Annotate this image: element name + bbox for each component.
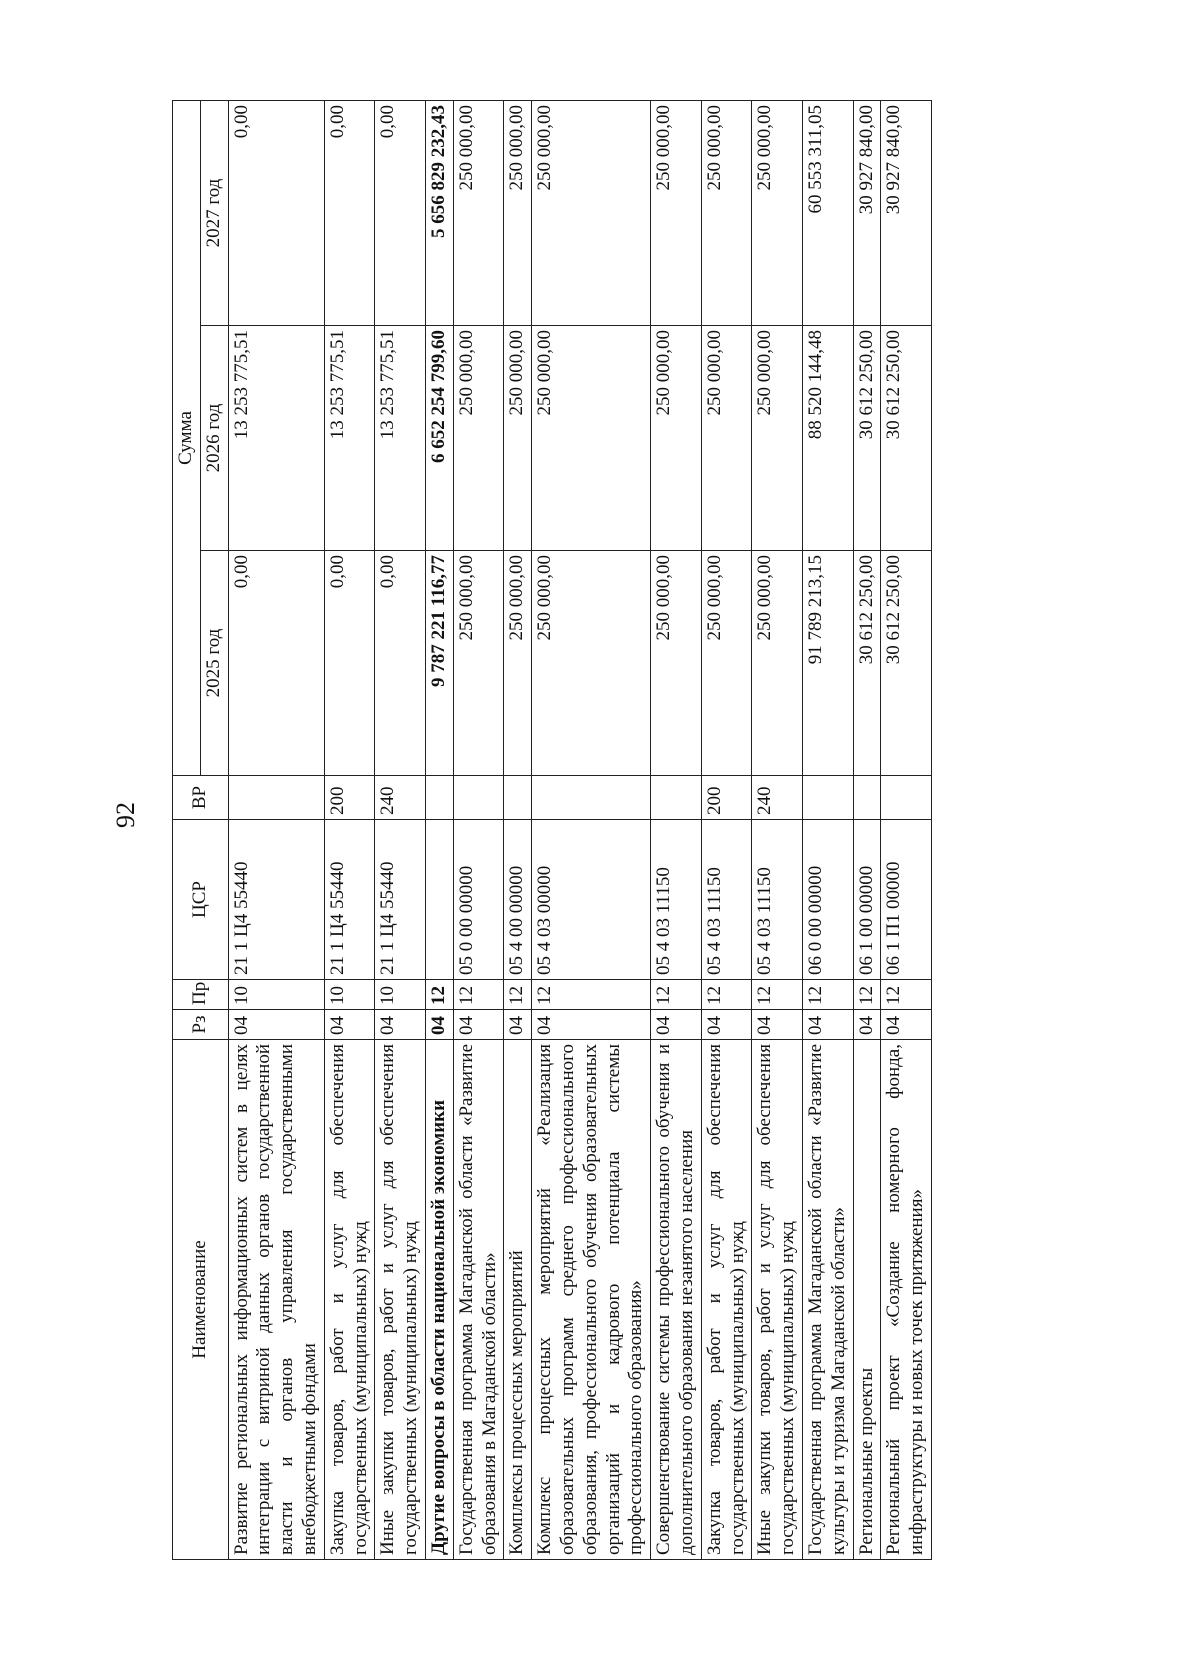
table-row xyxy=(752,101,803,1560)
cell-csr: 05 4 03 11150 xyxy=(651,820,702,980)
cell-2026: 250 000,00 xyxy=(532,326,651,551)
cell-2025: 30 612 250,00 xyxy=(881,551,932,776)
cell-csr: 06 1 П1 00000 xyxy=(881,820,932,980)
table-header xyxy=(173,101,229,1560)
cell-2026: 250 000,00 xyxy=(651,326,702,551)
cell-csr: 05 0 00 00000 xyxy=(453,820,504,980)
cell-vr: 240 xyxy=(752,776,803,820)
cell-2027: 0,00 xyxy=(375,101,426,326)
table-row xyxy=(853,101,881,1560)
cell-2025: 250 000,00 xyxy=(504,551,532,776)
cell-2027: 250 000,00 xyxy=(701,101,752,326)
cell-vr: 200 xyxy=(324,776,375,820)
cell-vr xyxy=(532,776,651,820)
cell-2027: 5 656 829 232,43 xyxy=(425,101,453,326)
cell-csr: 06 1 00 00000 xyxy=(853,820,881,980)
cell-csr: 21 1 Ц4 55440 xyxy=(375,820,426,980)
cell-vr xyxy=(228,776,324,820)
cell-vr xyxy=(853,776,881,820)
cell-rz: 04 xyxy=(752,1010,803,1040)
cell-2026: 88 520 144,48 xyxy=(802,326,853,551)
cell-vr: 200 xyxy=(701,776,752,820)
cell-name: Государственная программа Магаданской области «Развитие образования в Магаданской области» xyxy=(453,1040,504,1560)
cell-rz: 04 xyxy=(802,1010,853,1040)
cell-pr: 12 xyxy=(504,980,532,1010)
table-row xyxy=(532,101,651,1560)
cell-2027: 0,00 xyxy=(324,101,375,326)
cell-2027: 0,00 xyxy=(228,101,324,326)
cell-2026: 13 253 775,51 xyxy=(375,326,426,551)
cell-rz: 04 xyxy=(375,1010,426,1040)
cell-name: Развитие региональных информационных систем в целях интеграции с витриной данных органов государственной власти и органов управления государственными внебюджетными фондами xyxy=(228,1040,324,1560)
cell-2026: 30 612 250,00 xyxy=(881,326,932,551)
cell-csr: 21 1 Ц4 55440 xyxy=(324,820,375,980)
cell-vr xyxy=(504,776,532,820)
cell-2026: 13 253 775,51 xyxy=(324,326,375,551)
header-csr: ЦСР xyxy=(173,820,229,980)
cell-2026: 250 000,00 xyxy=(453,326,504,551)
cell-rz: 04 xyxy=(881,1010,932,1040)
cell-pr: 10 xyxy=(228,980,324,1010)
cell-name: Иные закупки товаров, работ и услуг для обеспечения государственных (муниципальных) нужд xyxy=(375,1040,426,1560)
cell-name: Комплекс процессных мероприятий «Реализация образовательных программ среднего профессионального образования, профессионального обучения образовательных организаций и кадрового потенциала системы профессионального образования» xyxy=(532,1040,651,1560)
cell-2027: 60 553 311,05 xyxy=(802,101,853,326)
cell-name: Государственная программа Магаданской области «Развитие культуры и туризма Магаданской области» xyxy=(802,1040,853,1560)
cell-pr: 12 xyxy=(881,980,932,1010)
cell-rz: 04 xyxy=(701,1010,752,1040)
cell-2025: 91 789 213,15 xyxy=(802,551,853,776)
cell-csr: 05 4 03 00000 xyxy=(532,820,651,980)
cell-vr xyxy=(425,776,453,820)
cell-2025: 0,00 xyxy=(228,551,324,776)
cell-2026: 13 253 775,51 xyxy=(228,326,324,551)
header-vr: ВР xyxy=(173,776,229,820)
cell-2026: 250 000,00 xyxy=(701,326,752,551)
table-row xyxy=(802,101,853,1560)
cell-2027: 250 000,00 xyxy=(504,101,532,326)
table-row xyxy=(453,101,504,1560)
cell-pr: 12 xyxy=(453,980,504,1010)
cell-2025: 0,00 xyxy=(324,551,375,776)
cell-2027: 30 927 840,00 xyxy=(853,101,881,326)
cell-2025: 250 000,00 xyxy=(532,551,651,776)
cell-2025: 30 612 250,00 xyxy=(853,551,881,776)
table-row xyxy=(651,101,702,1560)
cell-vr xyxy=(453,776,504,820)
cell-csr: 05 4 03 11150 xyxy=(752,820,803,980)
table-row-total xyxy=(425,101,453,1560)
cell-pr: 12 xyxy=(752,980,803,1010)
cell-pr: 12 xyxy=(853,980,881,1010)
cell-name: Другие вопросы в области национальной экономики xyxy=(425,1040,453,1560)
header-pr: Пр xyxy=(173,980,229,1010)
cell-name: Совершенствование системы профессионального обучения и дополнительного образования незанятого населения xyxy=(651,1040,702,1560)
header-2026: 2026 год xyxy=(200,326,228,551)
cell-2026: 250 000,00 xyxy=(752,326,803,551)
cell-rz: 04 xyxy=(504,1010,532,1040)
budget-table xyxy=(172,100,932,1560)
table-row xyxy=(375,101,426,1560)
header-sum: Сумма xyxy=(173,101,201,776)
cell-2025: 250 000,00 xyxy=(453,551,504,776)
cell-pr: 12 xyxy=(425,980,453,1010)
table-row xyxy=(324,101,375,1560)
cell-rz: 04 xyxy=(532,1010,651,1040)
cell-vr xyxy=(881,776,932,820)
cell-name: Региональные проекты xyxy=(853,1040,881,1560)
cell-pr: 10 xyxy=(324,980,375,1010)
cell-rz: 04 xyxy=(228,1010,324,1040)
table-row xyxy=(701,101,752,1560)
cell-csr: 05 4 03 11150 xyxy=(701,820,752,980)
cell-2026: 6 652 254 799,60 xyxy=(425,326,453,551)
header-2025: 2025 год xyxy=(200,551,228,776)
cell-csr: 06 0 00 00000 xyxy=(802,820,853,980)
cell-pr: 12 xyxy=(802,980,853,1010)
cell-rz: 04 xyxy=(453,1010,504,1040)
header-rz: Рз xyxy=(173,1010,229,1040)
cell-rz: 04 xyxy=(651,1010,702,1040)
cell-2027: 250 000,00 xyxy=(532,101,651,326)
header-2027: 2027 год xyxy=(200,101,228,326)
cell-name: Иные закупки товаров, работ и услуг для обеспечения государственных (муниципальных) нужд xyxy=(752,1040,803,1560)
table-body xyxy=(228,101,931,1560)
cell-2027: 250 000,00 xyxy=(453,101,504,326)
cell-pr: 12 xyxy=(651,980,702,1010)
cell-name: Региональный проект «Создание номерного фонда, инфраструктуры и новых точек притяжения» xyxy=(881,1040,932,1560)
cell-csr: 05 4 00 00000 xyxy=(504,820,532,980)
cell-2026: 250 000,00 xyxy=(504,326,532,551)
table-row xyxy=(228,101,324,1560)
cell-vr xyxy=(651,776,702,820)
cell-vr: 240 xyxy=(375,776,426,820)
page-number: 92 xyxy=(111,802,140,828)
cell-rz: 04 xyxy=(425,1010,453,1040)
cell-2025: 0,00 xyxy=(375,551,426,776)
cell-2026: 30 612 250,00 xyxy=(853,326,881,551)
table-row xyxy=(504,101,532,1560)
cell-2025: 250 000,00 xyxy=(701,551,752,776)
cell-2025: 250 000,00 xyxy=(651,551,702,776)
header-name: Наименование xyxy=(173,1040,229,1560)
cell-name: Комплексы процессных мероприятий xyxy=(504,1040,532,1560)
cell-csr xyxy=(425,820,453,980)
cell-name: Закупка товаров, работ и услуг для обеспечения государственных (муниципальных) нужд xyxy=(701,1040,752,1560)
cell-pr: 12 xyxy=(532,980,651,1010)
cell-2025: 250 000,00 xyxy=(752,551,803,776)
cell-pr: 12 xyxy=(701,980,752,1010)
rotated-table-wrapper xyxy=(172,100,962,1560)
cell-2027: 250 000,00 xyxy=(651,101,702,326)
cell-name: Закупка товаров, работ и услуг для обеспечения государственных (муниципальных) нужд xyxy=(324,1040,375,1560)
cell-vr xyxy=(802,776,853,820)
cell-rz: 04 xyxy=(324,1010,375,1040)
cell-2027: 30 927 840,00 xyxy=(881,101,932,326)
cell-2025: 9 787 221 116,77 xyxy=(425,551,453,776)
cell-csr: 21 1 Ц4 55440 xyxy=(228,820,324,980)
cell-rz: 04 xyxy=(853,1010,881,1040)
cell-2027: 250 000,00 xyxy=(752,101,803,326)
cell-pr: 10 xyxy=(375,980,426,1010)
table-row xyxy=(881,101,932,1560)
